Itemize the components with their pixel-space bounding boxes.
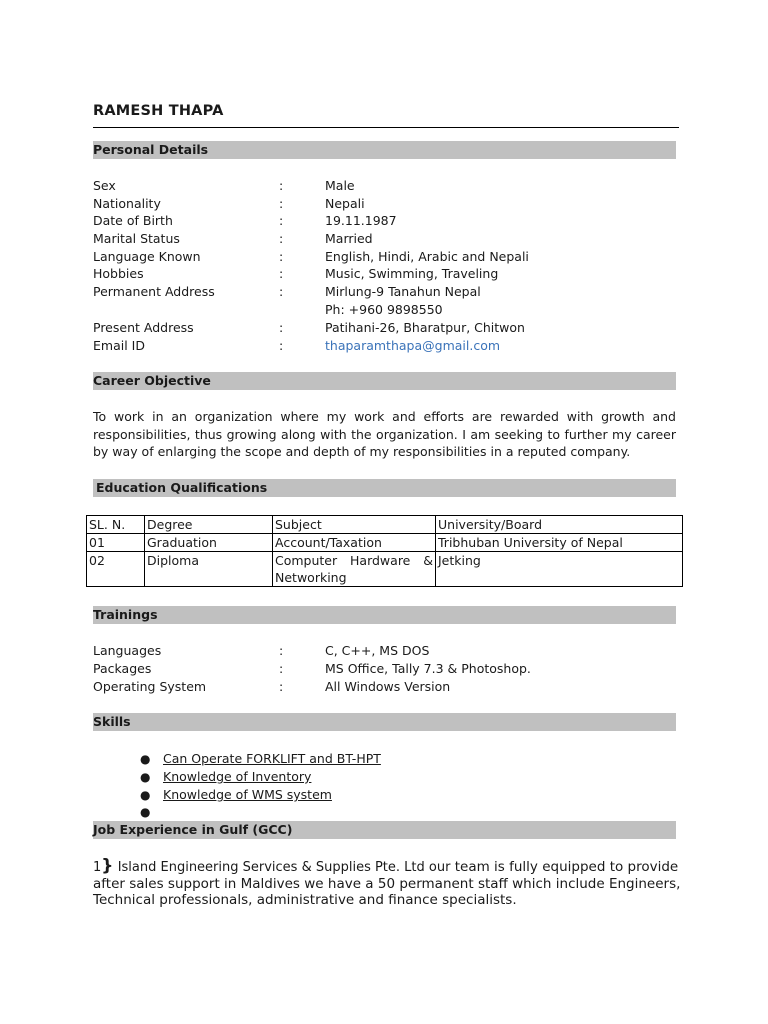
section-title: Education Qualifications <box>96 480 268 495</box>
entry-number: 1 <box>93 860 102 875</box>
section-title: Career Objective <box>93 373 211 388</box>
table-cell: Computer Hardware & Networking <box>273 552 436 587</box>
detail-value: Married <box>325 231 373 246</box>
table-header-cell: SL. N. <box>87 516 145 534</box>
training-colon: : <box>279 679 284 694</box>
section-header-career-objective <box>93 372 676 390</box>
table-row <box>87 534 683 552</box>
bullet-icon: ● <box>140 770 151 784</box>
detail-value: Mirlung-9 Tanahun Nepal <box>325 284 481 299</box>
skill-text: Can Operate FORKLIFT and BT-HPT <box>163 751 381 766</box>
company-name: Island Engineering Services & Supplies Pte. Ltd our <box>117 860 451 875</box>
table-header-cell: Subject <box>273 516 436 534</box>
table-cell: Jetking <box>436 552 683 587</box>
detail-colon: : <box>279 320 284 335</box>
bullet-icon: ● <box>140 805 151 819</box>
detail-colon: : <box>279 213 284 228</box>
training-label: Operating System <box>93 679 207 694</box>
detail-colon: : <box>279 231 284 246</box>
section-header-education <box>93 479 676 497</box>
resume-name: RAMESH THAPA <box>93 103 224 119</box>
detail-label: Language Known <box>93 249 201 264</box>
section-header-skills <box>93 713 676 731</box>
education-table <box>86 515 683 587</box>
detail-value: Male <box>325 178 355 193</box>
training-value: MS Office, Tally 7.3 & Photoshop. <box>325 661 531 676</box>
table-cell: Graduation <box>145 534 273 552</box>
section-title: Skills <box>93 714 131 729</box>
training-value: All Windows Version <box>325 679 451 694</box>
training-colon: : <box>279 661 284 676</box>
table-header-cell: University/Board <box>436 516 683 534</box>
section-header-personal-details <box>93 141 676 159</box>
table-row <box>87 552 683 587</box>
section-header-trainings <box>93 606 676 624</box>
training-colon: : <box>279 643 284 658</box>
name-underline <box>93 127 679 128</box>
section-title: Trainings <box>93 607 158 622</box>
training-label: Packages <box>93 661 152 676</box>
training-value: C, C++, MS DOS <box>325 643 430 658</box>
section-title: Job Experience in Gulf (GCC) <box>93 822 293 837</box>
table-header-row <box>87 516 683 534</box>
detail-label: Nationality <box>93 196 161 211</box>
table-cell: Diploma <box>145 552 273 587</box>
detail-value: Ph: +960 9898550 <box>325 302 443 317</box>
skill-text: Knowledge of WMS system <box>163 787 332 802</box>
detail-label: Sex <box>93 178 116 193</box>
table-cell: Tribhuban University of Nepal <box>436 534 683 552</box>
section-title: Personal Details <box>93 142 209 157</box>
table-header-cell: Degree <box>145 516 273 534</box>
detail-label: Hobbies <box>93 266 144 281</box>
skill-text: Knowledge of Inventory <box>163 769 312 784</box>
detail-colon: : <box>279 266 284 281</box>
bullet-icon: ● <box>140 752 151 766</box>
detail-label: Date of Birth <box>93 213 173 228</box>
detail-value: Patihani-26, Bharatpur, Chitwon <box>325 320 525 335</box>
detail-colon: : <box>279 338 284 353</box>
training-label: Languages <box>93 643 162 658</box>
detail-colon: : <box>279 284 284 299</box>
detail-colon: : <box>279 249 284 264</box>
detail-value: English, Hindi, Arabic and Nepali <box>325 249 529 264</box>
section-header-job-experience <box>93 821 676 839</box>
job-experience-entry <box>93 858 683 908</box>
detail-label: Permanent Address <box>93 284 215 299</box>
detail-label: Present Address <box>93 320 194 335</box>
experience-description: team is fully equipped to provide after sales support in Maldives we have a 50 permanent staff which include Engineers, Technical professionals, administrative and finance specialists. <box>93 859 681 908</box>
detail-value: Nepali <box>325 196 365 211</box>
detail-label: Email ID <box>93 338 145 353</box>
bullet-icon: ● <box>140 788 151 802</box>
brace-marker-icon: } <box>101 856 114 876</box>
detail-value: Music, Swimming, Traveling <box>325 266 499 281</box>
email-link[interactable]: thaparamthapa@gmail.com <box>325 338 501 353</box>
detail-value: 19.11.1987 <box>325 213 397 228</box>
table-cell: Account/Taxation <box>273 534 436 552</box>
career-objective-text: To work in an organization where my work and efforts are rewarded with growth and responsibilities, thus growing along with the organization. I am seeking to further my career by way of enlarging the scope and depth of my responsibilities in a reputed company. <box>93 409 676 459</box>
table-cell: 02 <box>87 552 145 587</box>
table-cell: 01 <box>87 534 145 552</box>
detail-colon: : <box>279 196 284 211</box>
detail-colon: : <box>279 178 284 193</box>
detail-label: Marital Status <box>93 231 180 246</box>
